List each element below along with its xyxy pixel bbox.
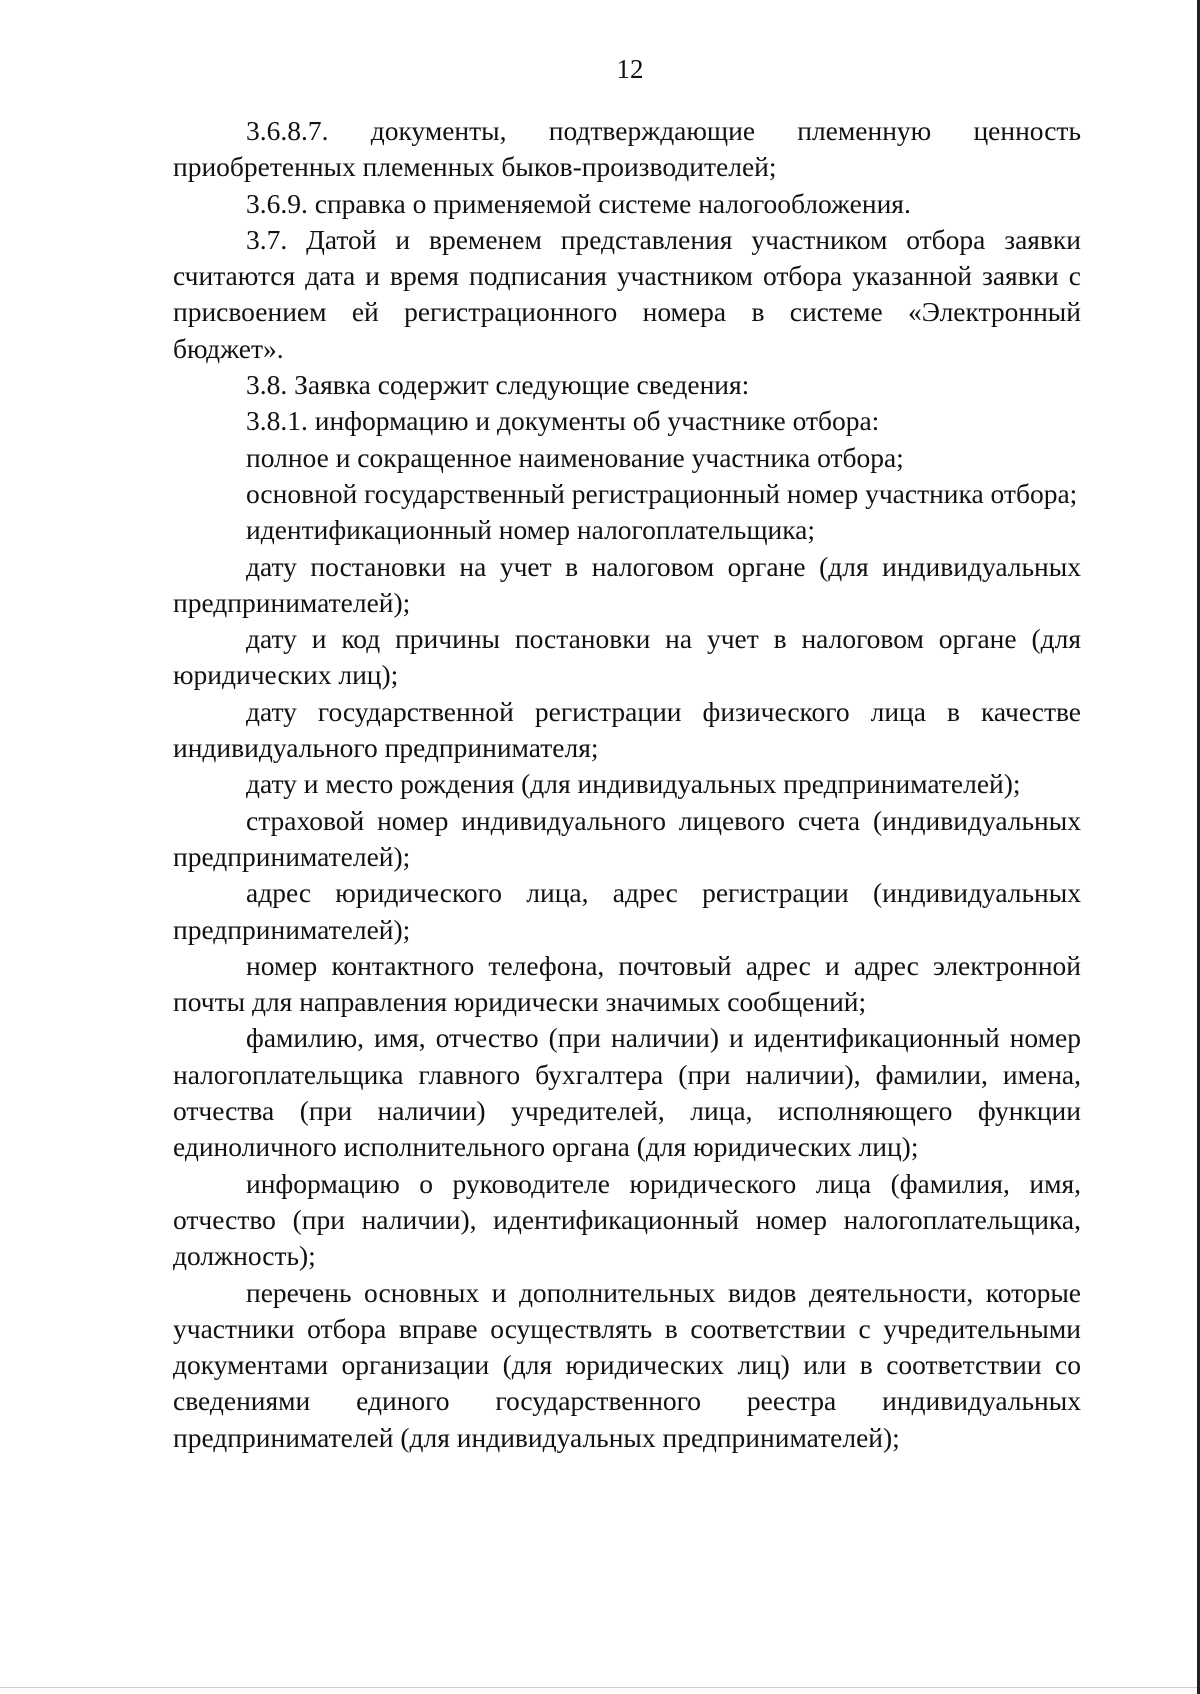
list-item: основной государственный регистрационный номер участника отбора;: [246, 477, 1078, 509]
document-body: [173, 113, 1081, 1456]
list-item: перечень основных и дополнительных видов деятельности, которые участники отбора вправе осуществлять в соответствии с учредительными документами организации (для юридических лиц) или в соответствии со сведениями единого государственного реестра индивидуальных предпринимателей (для индивидуальных предпринимателей);: [173, 1276, 1081, 1453]
paragraph-3-6-9: 3.6.9. справка о применяемой системе налогообложения.: [246, 187, 911, 219]
list-item: дату и код причины постановки на учет в налоговом органе (для юридических лиц);: [173, 623, 1081, 691]
list-item: информацию о руководителе юридического лица (фамилия, имя, отчество (при наличии), идентификационный номер налогоплательщика, должность);: [173, 1167, 1081, 1272]
list-item: идентификационный номер налогоплательщика;: [246, 514, 816, 546]
list-item: страховой номер индивидуального лицевого счета (индивидуальных предпринимателей);: [173, 804, 1081, 872]
list-item: дату постановки на учет в налоговом органе (для индивидуальных предпринимателей);: [173, 550, 1081, 618]
list-item: фамилию, имя, отчество (при наличии) и идентификационный номер налогоплательщика главного бухгалтера (при наличии), фамилии, имена, отчества (при наличии) учредителей, лица, исполняющего функции единоличного исполнительного органа (для юридических лиц);: [173, 1022, 1081, 1163]
scan-edge-line: [0, 1687, 1197, 1688]
list-item: дату государственной регистрации физического лица в качестве индивидуального предпринимателя;: [173, 695, 1081, 764]
paragraph-3-8: 3.8. Заявка содержит следующие сведения:: [246, 369, 750, 401]
list-item: полное и сокращенное наименование участника отбора;: [246, 441, 904, 473]
paragraph-3-6-8-7: 3.6.8.7. документы, подтверждающие племенную ценность приобретенных племенных быков-производителей;: [173, 115, 1081, 183]
list-item: номер контактного телефона, почтовый адрес и адрес электронной почты для направления юридически значимых сообщений;: [173, 949, 1081, 1018]
list-item: адрес юридического лица, адрес регистрации (индивидуальных предпринимателей);: [173, 877, 1081, 945]
paragraph-3-8-1: 3.8.1. информацию и документы об участнике отбора:: [246, 405, 880, 437]
list-item: дату и место рождения (для индивидуальных предпринимателей);: [246, 768, 1021, 800]
paragraph-3-7: 3.7. Датой и временем представления участником отбора заявки считаются дата и время подписания участником отбора указанной заявки с присвоением ей регистрационного номера в системе «Электронный бюджет».: [173, 223, 1081, 364]
page-number: 12: [616, 54, 644, 84]
